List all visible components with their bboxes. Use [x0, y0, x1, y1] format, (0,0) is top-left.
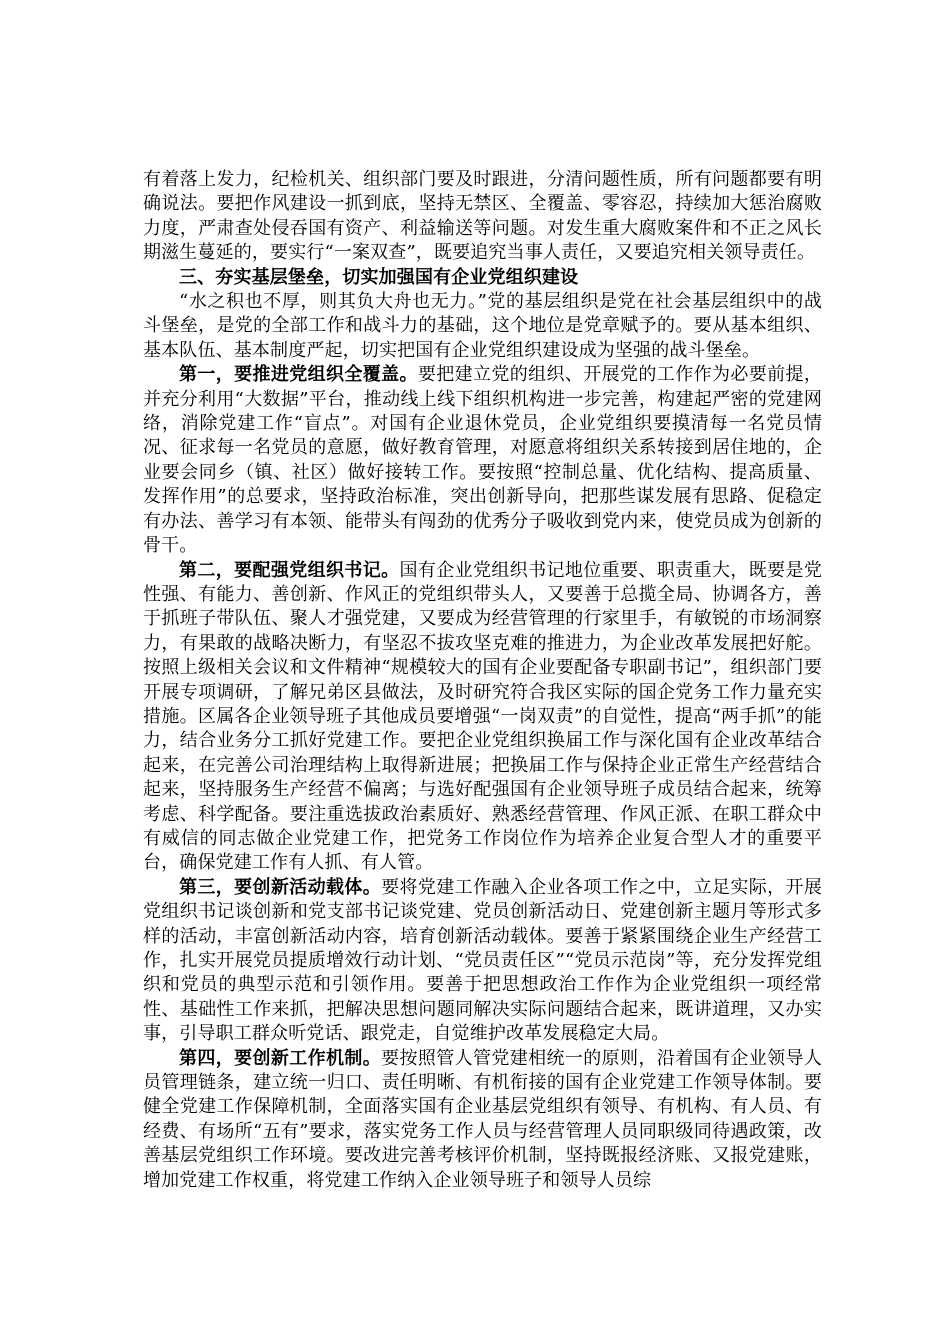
item-3-body: 要将党建工作融入企业各项工作之中，立足实际，开展党组织书记谈创新和党支部书记谈党建、党员创新活动日、党建创新主题月等形式多样的活动，丰富创新活动内容，培育创新活动载体。要善于紧紧围绕企业生产经营工作，扎实开展党员提质增效行动计划、“党员责任区”“党员示范岗”等，充分发挥党组织和党员的典型示范和引领作用。要善于把思想政治工作作为企业党组织一项经常性、基础性工作来抓，把解决思想问题同解决实际问题结合起来，既讲道理，又办实事，引导职工群众听党话、跟党走，自觉维护改革发展稳定大局。: [143, 876, 822, 1045]
item-2-lead: 第二，要配强党组织书记。: [179, 559, 400, 581]
paragraph-item-3: [143, 876, 822, 1047]
item-3-lead: 第三，要创新活动载体。: [179, 876, 382, 898]
item-4-lead: 第四，要创新工作机制。: [179, 1047, 382, 1069]
paragraph-continued: 有着落上发力，纪检机关、组织部门要及时跟进，分清问题性质，所有问题都要有明确说法。要把作风建设一抓到底，坚持无禁区、全覆盖、零容忍，持续加大惩治腐败力度，严肃查处侵吞国有资产、利益输送等问题。对发生重大腐败案件和不正之风长期滋生蔓延的，要实行“一案双查”，既要追究当事人责任，又要追究相关领导责任。: [143, 169, 822, 264]
paragraph-item-2: [143, 559, 822, 876]
section-heading: 三、夯实基层堡垒，切实加强国有企业党组织建设: [179, 266, 579, 288]
item-4-body: 要按照管人管党建相统一的原则，沿着国有企业领导人员管理链条，建立统一归口、责任明晰、有机衔接的国有企业党建工作领导体制。要健全党建工作保障机制，全面落实国有企业基层党组织有领导、有机构、有人员、有经费、有场所“五有”要求，落实党务工作人员与经营管理人员同职级同待遇政策，改善基层党组织工作环境。要改进完善考核评价机制，坚持既报经济账、又报党建账，增加党建工作权重，将党建工作纳入企业领导班子和领导人员综: [143, 1047, 822, 1191]
document-page: [143, 168, 822, 1193]
item-2-body: 国有企业党组织书记地位重要、职责重大，既要是党性强、有能力、善创新、作风正的党组织带头人，又要善于总揽全局、协调各方，善于抓班子带队伍、聚人才强党建，又要成为经营管理的行家里手，有敏锐的市场洞察力，有果敢的战略决断力，有坚忍不拔攻坚克难的推进力，为企业改革发展把好舵。按照上级相关会议和文件精神“规模较大的国有企业要配备专职副书记”，组织部门要开展专项调研，了解兄弟区县做法，及时研究符合我区实际的国企党务工作力量充实措施。区属各企业领导班子其他成员要增强“一岗双责”的自觉性，提高“两手抓”的能力，结合业务分工抓好党建工作。要把企业党组织换届工作与深化国有企业改革结合起来，在完善公司治理结构上取得新进展；把换届工作与保持企业正常生产经营结合起来，坚持服务生产经营不偏离；与选好配强国有企业领导班子成员结合起来，统筹考虑、科学配备。要注重选拔政治素质好、熟悉经营管理、作风正派、在职工群众中有威信的同志做企业党建工作，把党务工作岗位作为培养企业复合型人才的重要平台，确保党建工作有人抓、有人管。: [143, 559, 822, 874]
paragraph-item-1: [143, 363, 822, 558]
item-1-body: 要把建立党的组织、开展党的工作作为必要前提，并充分利用“大数据”平台，推动线上线下组织机构进一步完善，构建起严密的党建网络，消除党建工作“盲点”。对国有企业退休党员，企业党组织要摸清每一名党员情况、征求每一名党员的意愿，做好教育管理，对愿意将组织关系转接到居住地的，企业要会同乡（镇、社区）做好接转工作。要按照“控制总量、优化结构、提高质量、发挥作用”的总要求，坚持政治标准，突出创新导向，把那些谋发展有思路、促稳定有办法、善学习有本领、能带头有闯劲的优秀分子吸收到党内来，使党员成为创新的骨干。: [143, 364, 822, 557]
item-1-lead: 第一，要推进党组织全覆盖。: [179, 364, 418, 386]
paragraph-intro: “水之积也不厚，则其负大舟也无力。”党的基层组织是党在社会基层组织中的战斗堡垒，是党的全部工作和战斗力的基础，这个地位是党章赋予的。要从基本组织、基本队伍、基本制度严起，切实把国有企业党组织建设成为坚强的战斗堡垒。: [143, 291, 822, 361]
paragraph-item-4: [143, 1047, 822, 1193]
